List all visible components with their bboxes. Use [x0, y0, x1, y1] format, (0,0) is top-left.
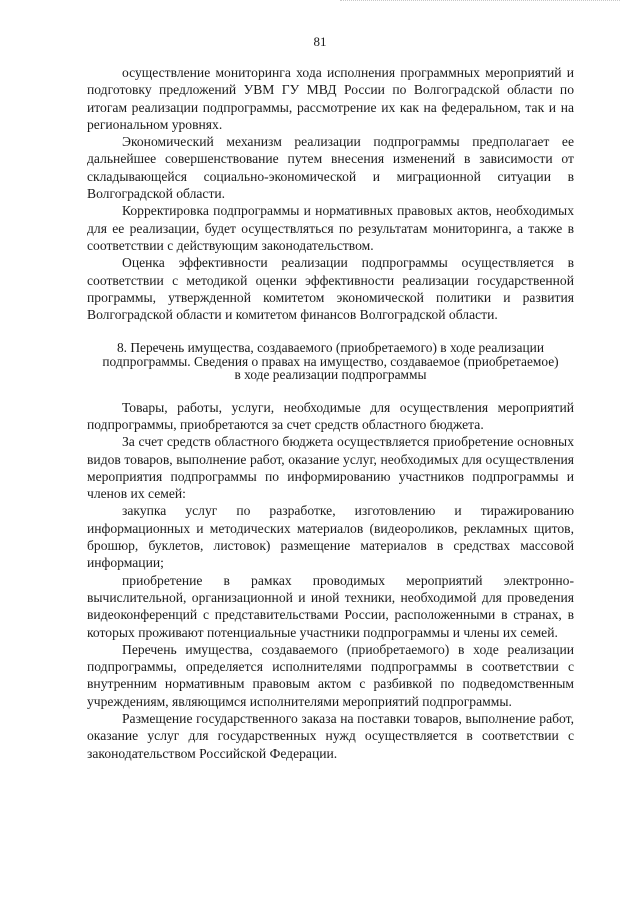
paragraph-economic-mechanism: Экономический механизм реализации подпрограммы предполагает ее дальнейшее совершенствование путем внесения изменений в зависимости от складывающейся социально-экономической и миграционной ситуации в Волгоградской области. — [87, 134, 574, 202]
document-body — [87, 64, 574, 762]
paragraph-adjustment: Корректировка подпрограммы и нормативных правовых актов, необходимых для ее реализации, будет осуществляться по результатам мониторинга, а также в соответствии с действующим законодательством. — [87, 203, 574, 253]
paragraph-efficiency-assessment: Оценка эффективности реализации подпрограммы осуществляется в соответствии с методикой оценки эффективности реализации государственной программы, утвержденной комитетом экономической политики и развития Волгоградской области и комитетом финансов Волгоградской области. — [87, 255, 574, 323]
section-heading-line: в ходе реализации подпрограммы — [234, 367, 427, 383]
paragraph-property-list: Перечень имущества, создаваемого (приобретаемого) в ходе реализации подпрограммы, определяется исполнителями подпрограммы в соответствии с внутренним нормативным правовым актом с разбивкой по подведомственным учреждениям, являющимся исполнителями мероприятий подпрограммы. — [87, 641, 574, 709]
paragraph-state-order: Размещение государственного заказа на поставки товаров, выполнение работ, оказание услуг для государственных нужд осуществляется в соответствии с законодательством Российской Федерации. — [87, 711, 574, 761]
section-heading — [87, 341, 574, 381]
paragraph-equipment-purchase: приобретение в рамках проводимых мероприятий электронно-вычислительной, организационной и иной техники, необходимой для проведения видеоконференций с представительствами России, расположенными в странах, в которых проживают потенциальные участники подпрограммы и члены их семей. — [87, 572, 574, 640]
scan-edge-mark — [340, 0, 620, 4]
paragraph-goods-funding: Товары, работы, услуги, необходимые для осуществления мероприятий подпрограммы, приобретаются за счет средств областного бюджета. — [87, 399, 574, 432]
paragraph-monitoring: осуществление мониторинга хода исполнения программных мероприятий и подготовку предложений УВМ ГУ МВД России по Волгоградской области по итогам реализации подпрограммы, рассмотрение их как на федеральном, так и на региональном уровнях. — [87, 65, 574, 132]
section-heading-line: 8. Перечень имущества, создаваемого (приобретаемого) в ходе реализации — [116, 340, 545, 356]
page-number: 81 — [313, 34, 327, 49]
section-heading-line: подпрограммы. Сведения о правах на имущество, создаваемое (приобретаемое) — [102, 353, 559, 369]
paragraph-services-procurement: закупка услуг по разработке, изготовлению и тиражированию информационных и методических материалов (видеороликов, рекламных щитов, брошюр, буклетов, листовок) размещение материалов в средствах массовой информации; — [87, 503, 574, 571]
paragraph-budget-acquisition: За счет средств областного бюджета осуществляется приобретение основных видов товаров, выполнение работ, оказание услуг, необходимых для осуществления мероприятия подпрограммы по информированию участников подпрограммы и членов их семей: — [87, 434, 574, 502]
